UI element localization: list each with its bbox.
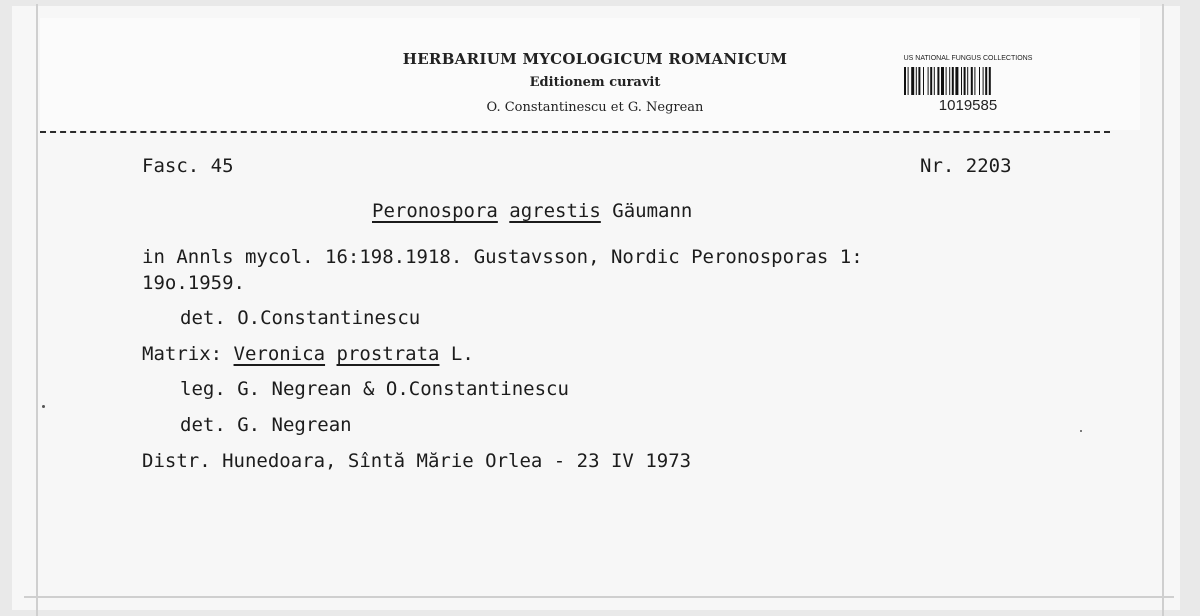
paper-edge-right [1162,4,1164,616]
taxon-species: agrestis [509,200,601,222]
taxon-name [372,200,692,222]
paper-speck [1080,430,1082,432]
header-subtitle: Editionem curavit [529,75,661,90]
collector-line: leg. G. Negrean & O.Constantinescu [180,378,569,400]
matrix-species: prostrata [336,343,440,365]
determiner-2: det. G. Negrean [180,414,352,436]
taxon-author: Gäumann [612,200,693,222]
fascicle-number: Fasc. 45 [142,155,234,177]
distribution-line: Distr. Hunedoara, Sîntă Mărie Orlea - 23 IV 1973 [142,450,692,472]
paper-edge-bottom [24,596,1174,598]
barcode-caption: US NATIONAL FUNGUS COLLECTIONS [903,55,1033,62]
header-divider [40,131,1110,133]
paper-speck [42,405,45,408]
paper-edge-left [36,4,38,616]
specimen-number: Nr. 2203 [920,155,1012,177]
taxon-genus: Peronospora [372,200,498,222]
reference-line-1: in Annls mycol. 16:198.1918. Gustavsson, Nordic Peronosporas 1: [142,246,863,268]
barcode-bars [904,67,1032,95]
determiner-1: det. O.Constantinescu [180,307,421,329]
barcode-number: 1019585 [938,97,998,114]
matrix-prefix: Matrix: [142,343,223,365]
header-title: HERBARIUM MYCOLOGICUM ROMANICUM [402,50,788,68]
matrix-line [142,343,474,365]
matrix-genus: Veronica [233,343,326,365]
matrix-author: L. [450,343,474,365]
reference-line-2: 19o.1959. [142,272,245,294]
barcode-label [898,55,1038,119]
header-editors: O. Constantinescu et G. Negrean [486,100,704,115]
